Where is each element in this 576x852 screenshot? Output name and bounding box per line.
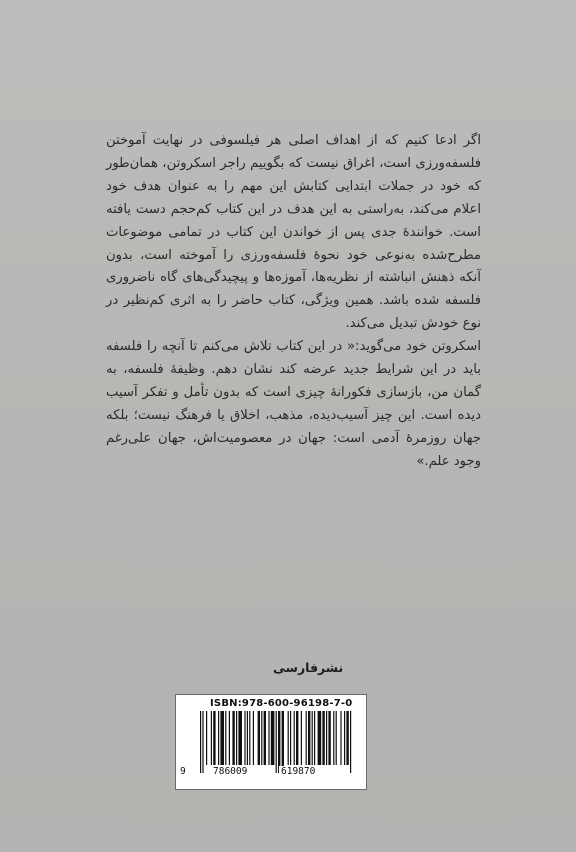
blurb-paragraph-2 xyxy=(106,336,481,473)
blurb-line: نهایت آموختن فلسفه‌ورزی است، اغراق نیست که xyxy=(106,133,482,171)
blurb-line: نیست؛ بلکه جهان روزمرهٔ آدمی است: جهان در xyxy=(106,407,481,446)
blurb-line: بگوییم راجر اسکروتن، همان‌طور که خود در جملات xyxy=(106,155,481,194)
blurb-line: معصومیت‌اش، جهان علی‌رغم وجود علم.» xyxy=(106,430,481,469)
blurb-line: نشان دهم. وظیفهٔ فلسفه، به گمان من، بازسازی xyxy=(106,362,482,400)
isbn-barcode xyxy=(175,694,367,790)
publisher-name: نشرفارسی xyxy=(273,659,344,675)
blurb-line: فلسفه‌ورزی را آموخته است، بدون آنکه ذهنش انباشته از xyxy=(106,247,481,286)
blurb-line: باشد. همین ویژگی، کتاب حاضر را به اثری کم‌نظیر در xyxy=(106,293,409,309)
blurb-line: می‌کند، به‌راستی به این هدف در این کتاب کم‌حجم xyxy=(170,201,449,217)
isbn-label: ISBN:978-600-96198-7-0 xyxy=(210,698,353,709)
barcode-left-group: 786009 xyxy=(213,766,248,777)
blurb-line: اسکروتن خود می‌گوید:« در این کتاب تلاش می‌کنم تا xyxy=(189,339,481,355)
blurb-line: اگر ادعا کنیم که از اهداف اصلی هر فیلسوفی در xyxy=(190,133,481,148)
blurb-paragraph-1 xyxy=(106,130,481,336)
publisher-logo xyxy=(268,656,344,678)
blurb-line: دست یافته است. خوانندهٔ جدی پس از خواندن این xyxy=(106,201,481,240)
barcode-first-digit: 9 xyxy=(180,766,186,777)
blurb-line: است. این چیز آسیب‌دیده، مذهب، اخلاق یا فرهنگ xyxy=(175,407,453,423)
blurb-line: ابتدایی کتابش این مهم را به عنوان هدف خود اعلام xyxy=(106,178,481,217)
blurb-line: کتاب در تمامی موضوعات مطرح‌شده به‌نوعی خود نحوهٔ xyxy=(106,224,481,263)
blurb-line: فکورانهٔ چیزی است که بدون تأمل و تفکر آسیب دیده xyxy=(106,384,482,423)
barcode-right-group: 619870 xyxy=(281,766,316,777)
blurb-line: آنچه را فلسفه باید در این شرایط جدید عرضه کند xyxy=(106,339,481,378)
back-cover-blurb xyxy=(106,130,481,474)
blurb-line: نظریه‌ها، آموزه‌ها و پیچیدگی‌های گاه ناضروری فلسفه شده xyxy=(106,270,481,309)
blurb-line: نوع خودش تبدیل می‌کند. xyxy=(345,316,481,332)
